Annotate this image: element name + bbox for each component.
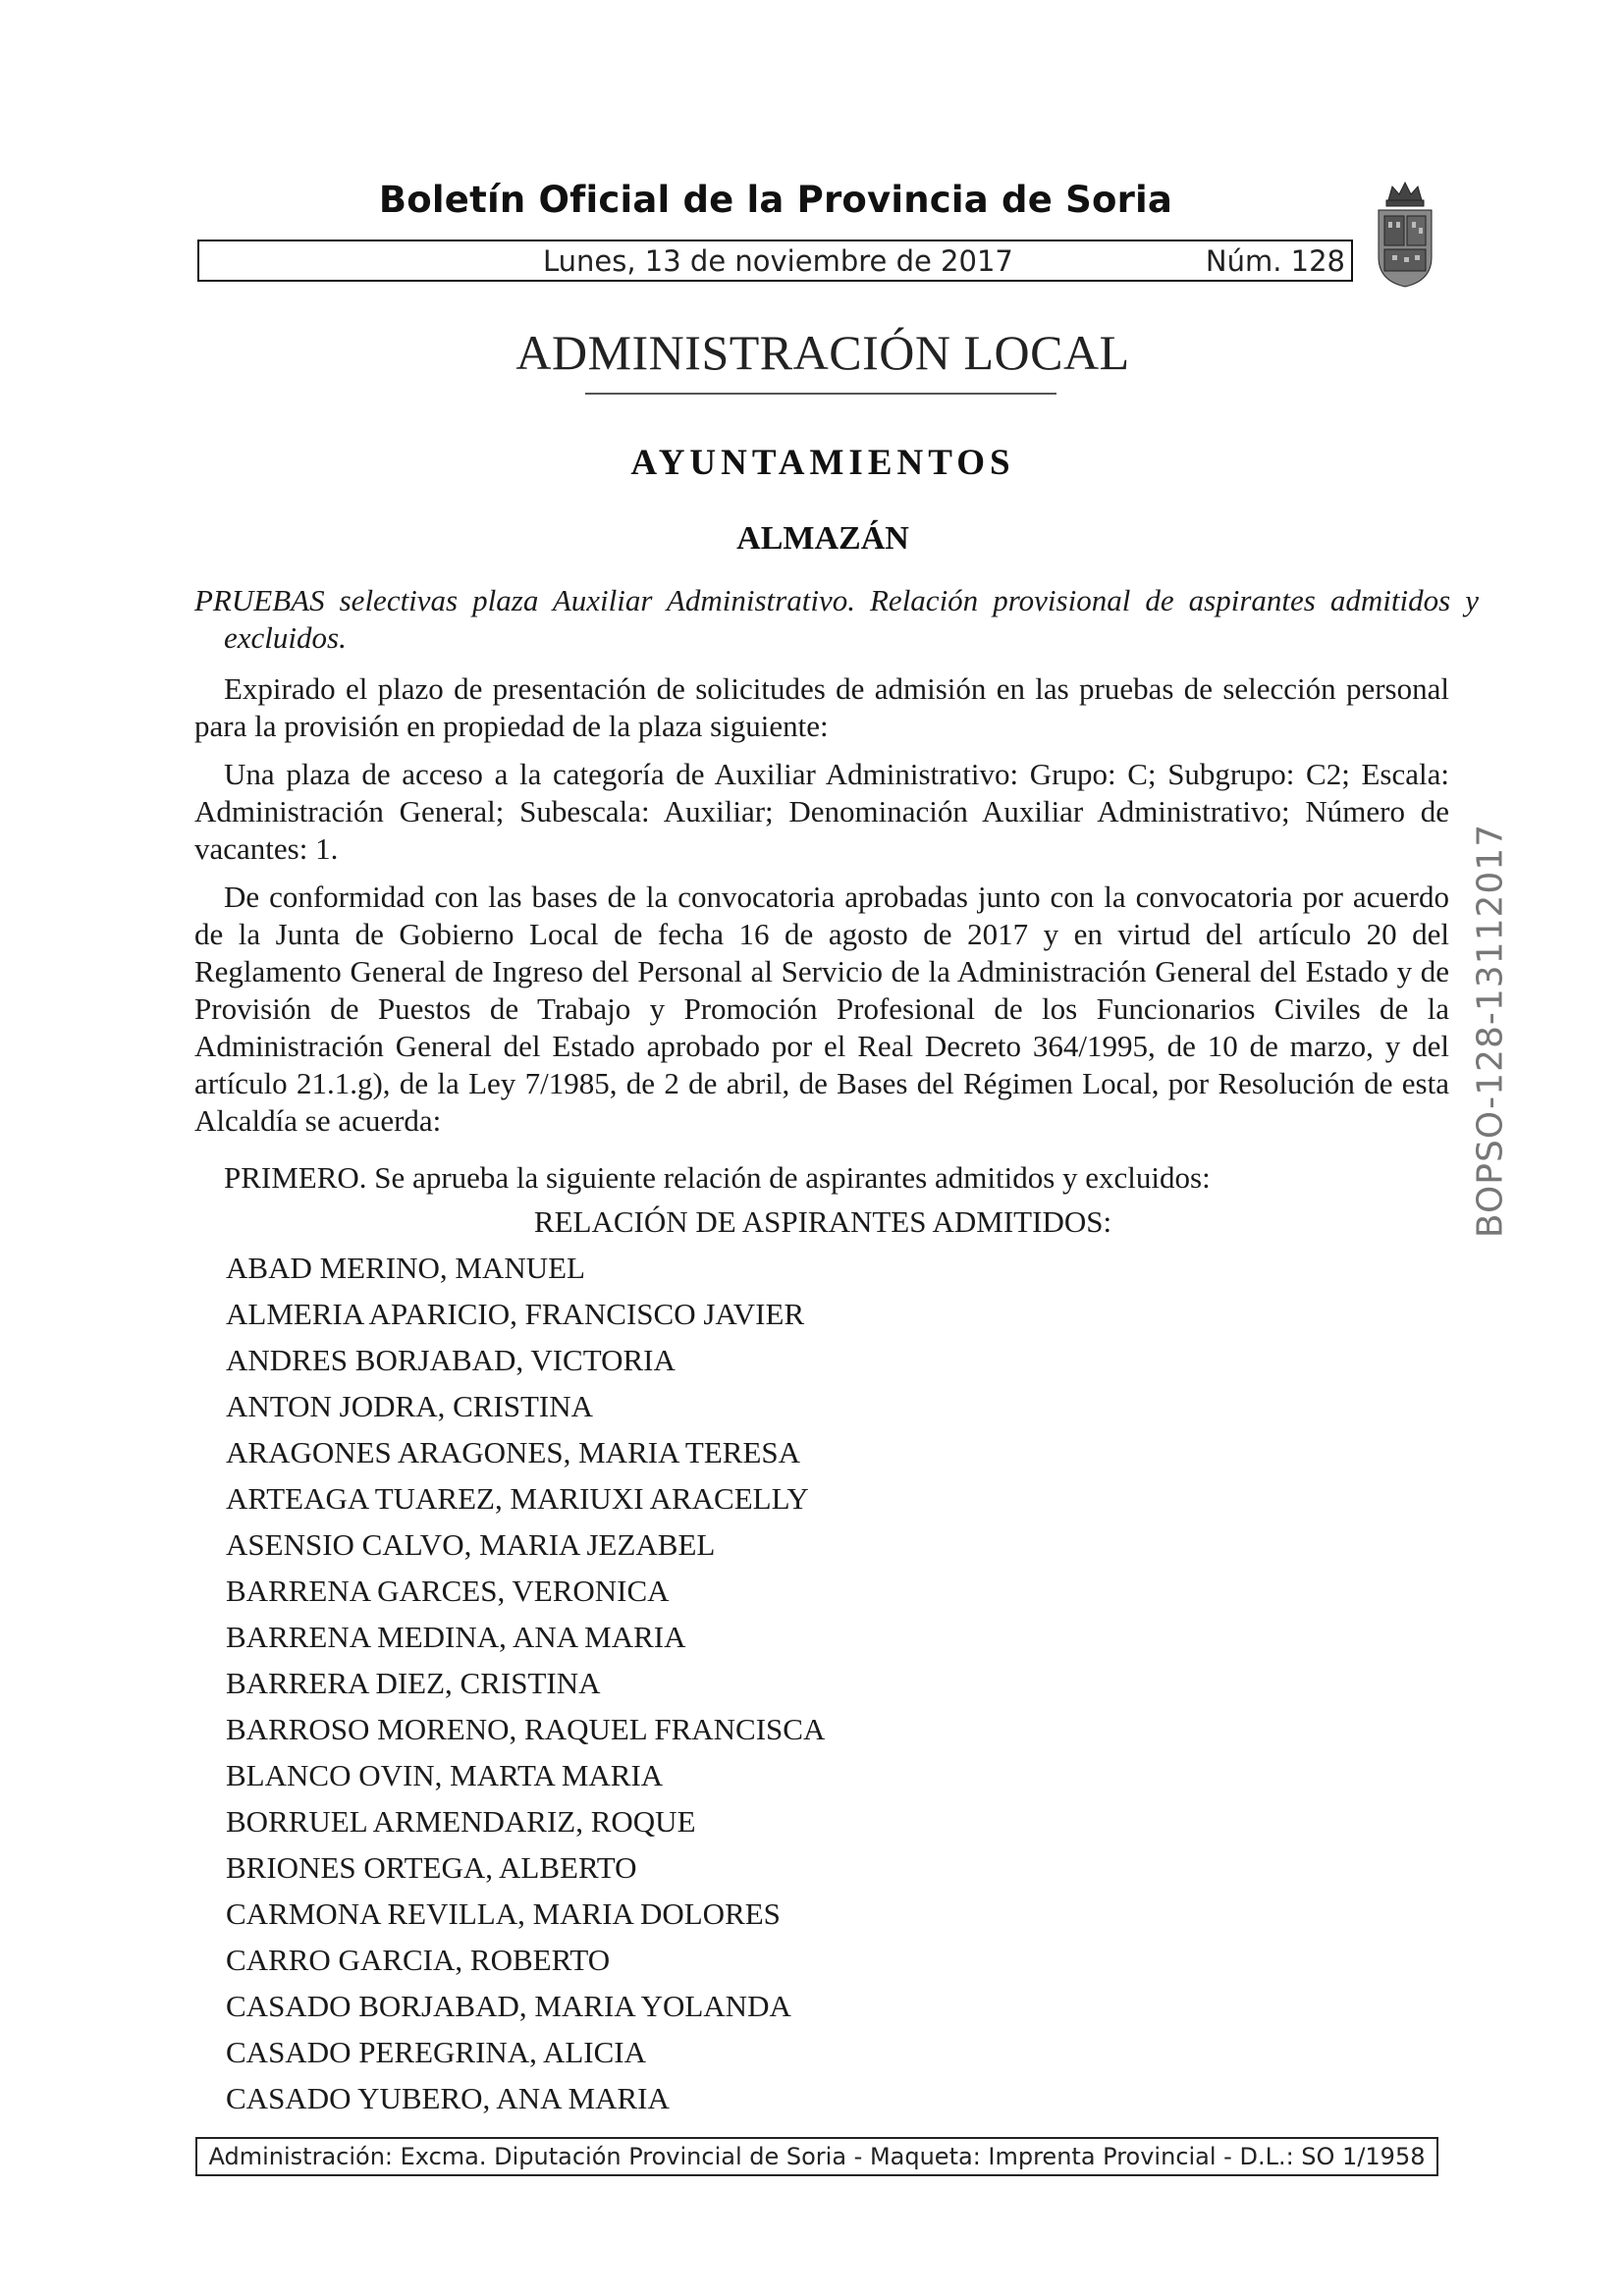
list-item: BARRENA MEDINA, ANA MARIA [226,1620,686,1654]
list-item: CASADO PEREGRINA, ALICIA [226,2035,646,2069]
list-item: ARAGONES ARAGONES, MARIA TERESA [226,1435,801,1469]
list-item: BRIONES ORTEGA, ALBERTO [226,1850,637,1885]
section-divider [585,393,1056,395]
document-code-text: BOPSO-128-13112017 [1470,823,1511,1239]
list-item: CARRO GARCIA, ROBERTO [226,1943,611,1977]
list-item: ABAD MERINO, MANUEL [226,1251,585,1285]
document-code [1451,825,1530,1237]
list-item: BLANCO OVIN, MARTA MARIA [226,1758,664,1792]
date-bar [197,240,1353,282]
issue-date: Lunes, 13 de noviembre de 2017 [543,244,1013,278]
admitted-list [226,1245,825,2121]
list-item: ALMERIA APARICIO, FRANCISCO JAVIER [226,1297,805,1331]
paragraph-3: De conformidad con las bases de la convocatoria aprobadas junto con la convocatoria por acuerdo de la Junta de Gobierno Local de fecha 16 de agosto de 2017 y en virtud del artículo 20 del Reglamento General de Ingreso del Personal al Servicio de la Administración General del Estado y de Provisión de Puestos de Trabajo y Promoción Profesional de los Funcionarios Civiles de la Administración General del Estado aprobado por el Real Decreto 364/1995, de 10 de marzo, y del artículo 21.1.g), de la Ley 7/1985, de 2 de abril, de Bases del Régimen Local, por Resolución de esta Alcaldía se acuerda: [194,880,1449,1138]
list-item: CASADO BORJABAD, MARIA YOLANDA [226,1989,791,2023]
list-item: CASADO YUBERO, ANA MARIA [226,2081,670,2115]
section-title: ADMINISTRACIÓN LOCAL [515,325,1130,380]
bulletin-title: Boletín Oficial de la Provincia de Soria [378,179,1173,221]
town-title: ALMAZÁN [736,520,909,557]
issue-number: Núm. 128 [1205,244,1345,278]
coat-of-arms-icon [1375,179,1435,289]
list-item: BARROSO MORENO, RAQUEL FRANCISCA [226,1712,826,1746]
announcement-heading: PRUEBAS selectivas plaza Auxiliar Administrativo. Relación provisional de aspirantes admitidos y excluidos. [194,583,1479,655]
list-item: BORRUEL ARMENDARIZ, ROQUE [226,1804,696,1839]
paragraph-2: Una plaza de acceso a la categoría de Auxiliar Administrativo: Grupo: C; Subgrupo: C2; Escala: Administración General; Subescala: Auxiliar; Denominación Auxiliar Administrativo; Número de vacantes: 1. [194,757,1449,866]
list-item: BARRENA GARCES, VERONICA [226,1574,670,1608]
list-item: BARRERA DIEZ, CRISTINA [226,1666,601,1700]
subsection-title: AYUNTAMIENTOS [630,443,1015,483]
paragraph-4: PRIMERO. Se aprueba la siguiente relación de aspirantes admitidos y excluidos: [224,1160,1211,1195]
paragraph-1: Expirado el plazo de presentación de solicitudes de admisión en las pruebas de selección personal para la provisión en propiedad de la plaza siguiente: [194,671,1449,743]
list-item: ASENSIO CALVO, MARIA JEZABEL [226,1527,716,1562]
footer-credits: Administración: Excma. Diputación Provincial de Soria - Maqueta: Imprenta Provincial - D.L.: SO 1/1958 [195,2137,1438,2176]
list-item: CARMONA REVILLA, MARIA DOLORES [226,1896,781,1931]
list-item: ANDRES BORJABAD, VICTORIA [226,1343,676,1377]
list-item: ARTEAGA TUAREZ, MARIUXI ARACELLY [226,1481,809,1516]
admitted-list-heading: RELACIÓN DE ASPIRANTES ADMITIDOS: [533,1204,1112,1239]
list-item: ANTON JODRA, CRISTINA [226,1389,594,1423]
